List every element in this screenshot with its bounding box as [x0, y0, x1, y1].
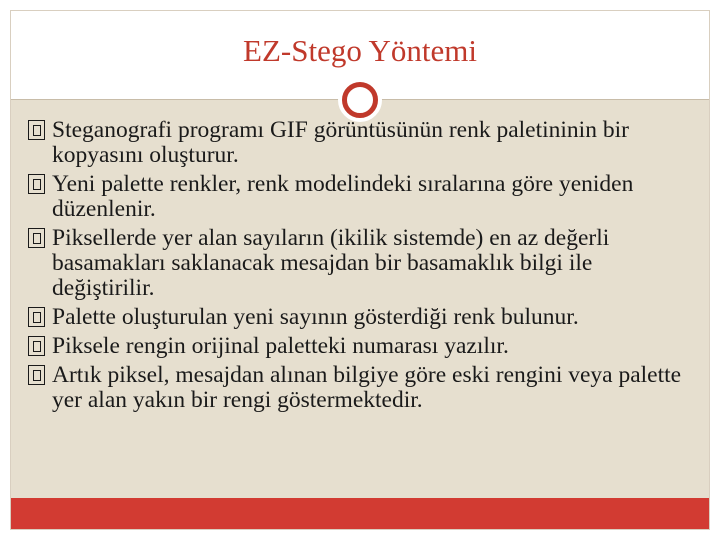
missing-glyph-box-icon [28, 120, 45, 140]
list-item [28, 334, 698, 359]
bullet-list [28, 118, 698, 417]
missing-glyph-box-icon [28, 174, 45, 194]
circle-ornament-ring [342, 82, 378, 118]
bullet-text: Palette oluşturulan yeni sayının gösterdiği renk bulunur. [52, 304, 579, 330]
list-item [28, 172, 698, 222]
list-item [28, 118, 698, 168]
missing-glyph-box-icon [28, 336, 45, 356]
bullet-text: Piksellerde yer alan sayıların (ikilik sistemde) en az değerli basamakları saklanacak mesajdan bir basamaklık bilgi ile değiştirilir. [52, 225, 610, 301]
list-item [28, 226, 698, 301]
missing-glyph-box-icon [28, 228, 45, 248]
missing-glyph-box-icon [28, 307, 45, 327]
footer-bar [11, 498, 709, 529]
bullet-text: Yeni palette renkler, renk modelindeki sıralarına göre yeniden düzenlenir. [52, 171, 634, 222]
slide-title: EZ-Stego Yöntemi [243, 33, 477, 68]
list-item [28, 363, 698, 413]
bullet-text: Artık piksel, mesajdan alınan bilgiye göre eski rengini veya palette yer alan yakın bir rengi göstermektedir. [52, 362, 682, 413]
bullet-text: Piksele rengin orijinal paletteki numarası yazılır. [52, 333, 509, 359]
bullet-text: Steganografi programı GIF görüntüsünün renk paletininin bir kopyasını oluşturur. [52, 117, 629, 168]
missing-glyph-box-icon [28, 365, 45, 385]
list-item [28, 305, 698, 330]
circle-ornament-icon [338, 78, 382, 122]
